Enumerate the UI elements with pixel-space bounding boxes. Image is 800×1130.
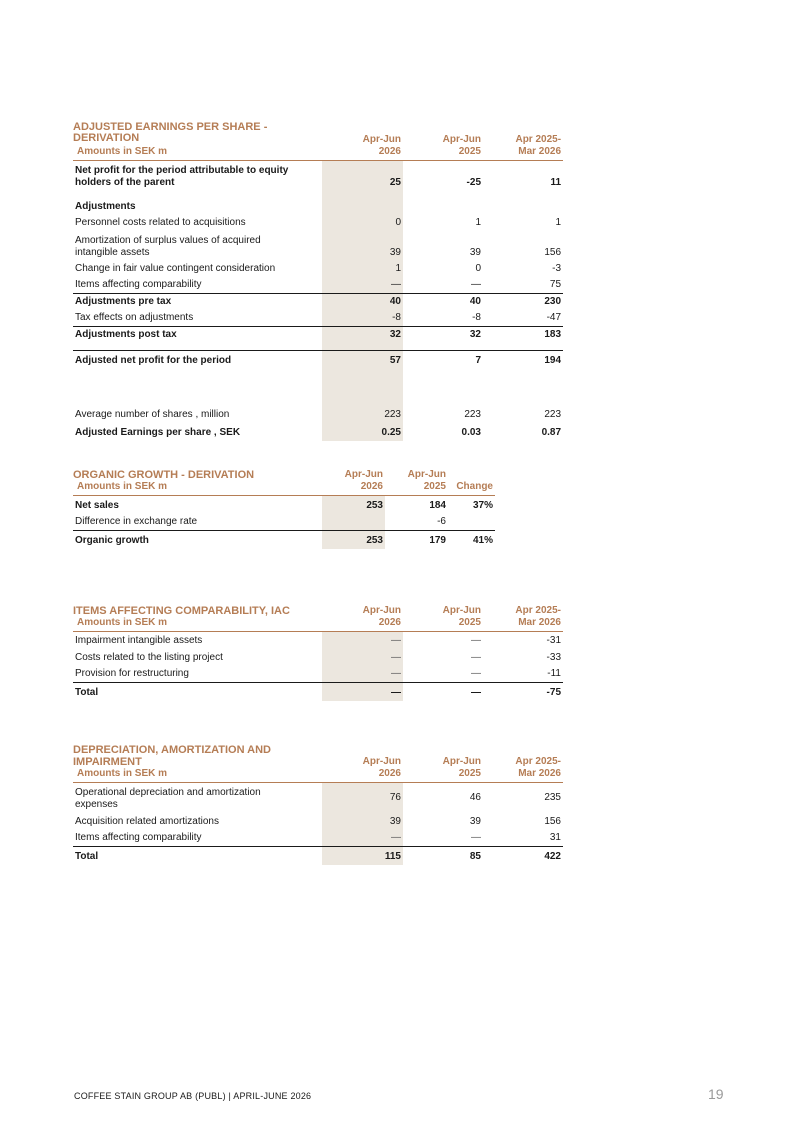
value-cell: 40	[322, 293, 403, 310]
col-header: Apr-Jun 2025	[403, 742, 483, 783]
value-cell: —	[471, 651, 481, 663]
value-cell: 85	[403, 847, 483, 865]
value-cell: 39	[322, 813, 403, 830]
value-cell: 39	[469, 246, 481, 258]
col-header: Apr-Jun 2026	[322, 603, 403, 632]
value-cell: 7	[475, 354, 481, 366]
value-cell: 32	[322, 326, 403, 343]
tax-effects-label: Tax effects on adjustments	[75, 311, 194, 323]
iac-table	[73, 603, 563, 701]
value-cell: -33	[546, 651, 561, 663]
value-cell: -8	[472, 311, 481, 323]
depreciation-table	[73, 742, 563, 865]
col-header: Apr-Jun 2025	[385, 467, 448, 496]
value-cell: 156	[544, 246, 562, 258]
row-label: Personnel costs related to acquisitions	[75, 216, 246, 228]
organic-growth-table	[73, 467, 495, 549]
total-label: Total	[73, 683, 322, 701]
row-label: Items affecting comparability	[75, 278, 202, 290]
value-cell	[322, 514, 385, 531]
adjusted-eps-table	[73, 120, 563, 441]
total-label: Total	[73, 847, 322, 865]
row-label: Operational depreciation and amortization expenses	[75, 786, 261, 810]
row-label: Net sales	[75, 499, 119, 511]
value-cell: 115	[322, 847, 403, 865]
value-cell: 31	[549, 832, 561, 843]
value-cell: -3	[552, 262, 562, 274]
adj-eps-label: Adjusted Earnings per share , SEK	[75, 426, 241, 438]
depreciation-subtitle: Amounts in SEK m	[77, 768, 168, 779]
value-cell: —	[322, 666, 403, 683]
page-number: 19	[708, 1086, 724, 1102]
value-cell	[448, 514, 495, 531]
value-cell: 223	[544, 408, 562, 420]
value-cell: —	[471, 668, 481, 679]
value-cell: —	[322, 683, 403, 701]
value-cell: —	[471, 634, 481, 646]
row-label: Impairment intangible assets	[75, 634, 203, 646]
iac-title: ITEMS AFFECTING COMPARABILITY, IAC	[73, 605, 290, 617]
value-cell: 179	[385, 531, 448, 549]
col-header: Apr 2025- Mar 2026	[483, 742, 563, 783]
value-cell: —	[471, 278, 481, 290]
row-label: Provision for restructuring	[75, 668, 189, 679]
value-cell: 0	[475, 262, 481, 274]
value-cell: 25	[322, 161, 403, 191]
value-cell: —	[322, 632, 403, 649]
value-cell: 32	[403, 326, 483, 343]
col-header: Apr 2025- Mar 2026	[483, 144, 563, 161]
organic-growth-title: ORGANIC GROWTH - DERIVATION	[73, 469, 255, 481]
value-cell: 75	[549, 278, 562, 290]
value-cell: 1	[555, 216, 562, 228]
row-label: Items affecting comparability	[75, 832, 202, 843]
col-header: Change	[448, 467, 495, 496]
value-cell: -6	[437, 516, 446, 527]
value-cell: -25	[466, 176, 481, 188]
adjusted-eps-title-line1: ADJUSTED EARNINGS PER SHARE -	[73, 121, 268, 133]
value-cell: —	[471, 832, 481, 843]
col-header: Apr-Jun 2025	[403, 144, 483, 161]
adjusted-eps-title-line2: DERIVATION	[73, 132, 140, 144]
value-cell: 184	[429, 499, 446, 511]
footer-text: COFFEE STAIN GROUP AB (PUBL) | APRIL-JUNE 2026	[74, 1091, 312, 1101]
value-cell: 0.25	[322, 423, 403, 441]
value-cell: —	[322, 830, 403, 847]
value-cell: 37%	[472, 499, 493, 511]
adj-post-tax-label: Adjustments post tax	[73, 326, 322, 343]
row-label: Costs related to the listing project	[75, 651, 223, 663]
value-cell: 223	[464, 408, 481, 420]
value-cell: 194	[544, 354, 562, 366]
col-header: Apr-Jun 2026	[322, 742, 403, 783]
value-cell: 253	[322, 496, 385, 514]
value-cell: 11	[550, 176, 562, 188]
row-label: Acquisition related amortizations	[75, 815, 219, 827]
value-cell: 0.03	[461, 426, 481, 438]
row-label: Difference in exchange rate	[75, 516, 198, 527]
net-profit-label: Net profit for the period attributable to equity holders of the parent	[75, 164, 289, 188]
value-cell: 422	[483, 847, 563, 865]
value-cell: 1	[475, 216, 481, 228]
value-cell: 76	[322, 783, 403, 813]
col-header: Apr 2025- Mar 2026	[483, 603, 563, 632]
adj-net-profit-label: Adjusted net profit for the period	[75, 354, 232, 366]
adjustments-heading: Adjustments	[75, 200, 136, 212]
value-cell: 41%	[448, 531, 495, 549]
col-header: Apr-Jun 2025	[403, 603, 483, 632]
value-cell: -31	[546, 634, 561, 646]
value-cell: 183	[483, 326, 563, 343]
value-cell: —	[322, 277, 403, 294]
adjusted-eps-subtitle: Amounts in SEK m	[73, 144, 322, 161]
row-label: Organic growth	[73, 531, 322, 549]
value-cell: 253	[322, 531, 385, 549]
depreciation-title: DEPRECIATION, AMORTIZATION AND IMPAIRMENT	[73, 744, 271, 768]
value-cell: 230	[483, 293, 563, 310]
value-cell: 0.87	[541, 426, 562, 438]
col-header: Apr-Jun 2026	[322, 144, 403, 161]
row-label: Change in fair value contingent consideration	[75, 262, 276, 274]
iac-subtitle: Amounts in SEK m	[77, 617, 168, 628]
adj-pre-tax-label: Adjustments pre tax	[73, 293, 322, 310]
value-cell: -47	[546, 311, 562, 323]
value-cell: -11	[547, 668, 561, 679]
value-cell: -75	[483, 683, 563, 701]
value-cell: 57	[322, 351, 403, 369]
value-cell: —	[403, 683, 483, 701]
value-cell: —	[322, 649, 403, 666]
value-cell: -8	[322, 310, 403, 327]
value-cell: 156	[544, 815, 561, 827]
row-label: Amortization of surplus values of acquired intangible assets	[75, 234, 261, 258]
col-header: Apr-Jun 2026	[322, 467, 385, 496]
organic-growth-subtitle: Amounts in SEK m	[77, 481, 168, 492]
value-cell: 46	[469, 791, 481, 803]
value-cell: 39	[322, 231, 403, 261]
value-cell: 39	[469, 815, 481, 827]
value-cell: 1	[322, 261, 403, 277]
value-cell: 40	[403, 293, 483, 310]
avg-shares-label: Average number of shares , million	[75, 408, 230, 420]
value-cell: 235	[544, 791, 561, 803]
value-cell: 223	[322, 407, 403, 423]
value-cell: 0	[322, 215, 403, 231]
